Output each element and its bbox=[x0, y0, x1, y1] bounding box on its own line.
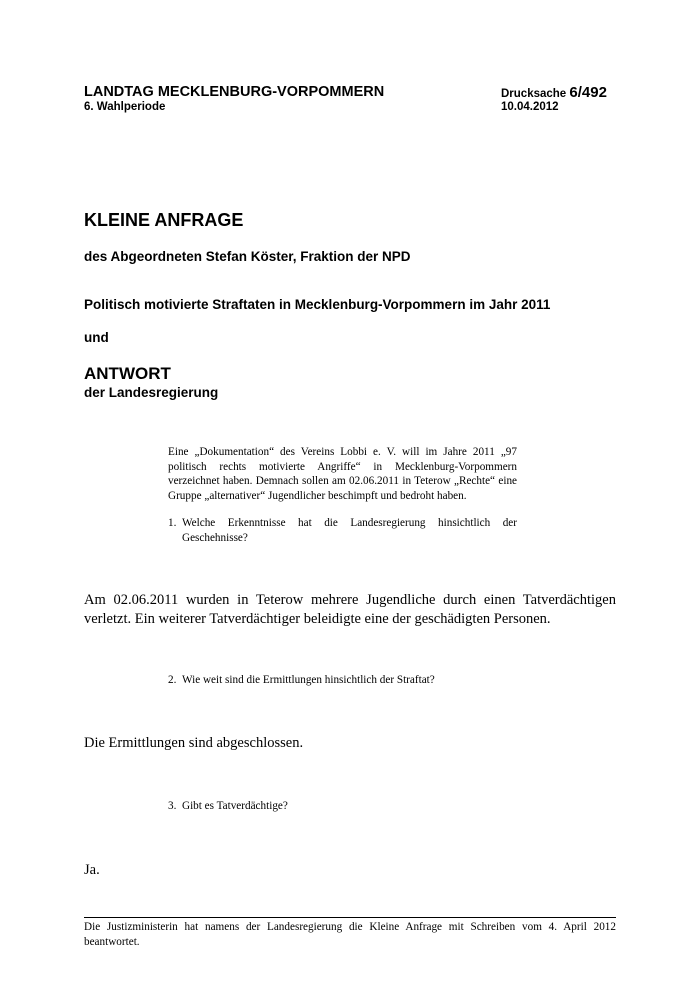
question-1 bbox=[168, 516, 517, 545]
question-number: 1. bbox=[168, 517, 177, 529]
inquiry-subject: Politisch motivierte Straftaten in Mecklenburg-Vorpommern im Jahr 2011 bbox=[84, 297, 551, 312]
document-title: KLEINE ANFRAGE bbox=[84, 210, 244, 230]
document-number bbox=[501, 84, 607, 101]
answer-subheading: der Landesregierung bbox=[84, 385, 219, 400]
legislative-period: 6. Wahlperiode bbox=[84, 101, 166, 113]
question-number: 2. bbox=[168, 674, 177, 686]
document-number-value: 6/492 bbox=[569, 84, 607, 101]
answer-1: Am 02.06.2011 wurden in Teterow mehrere Jugendliche durch einen Tatverdächtigen verletzt. Ein weiterer Tatverdächtiger beleidigte eine der geschädigten Personen. bbox=[84, 592, 616, 627]
question-text: Wie weit sind die Ermittlungen hinsichtlich der Straftat? bbox=[181, 674, 435, 686]
question-text: Gibt es Tatverdächtige? bbox=[181, 800, 288, 812]
document-label: Drucksache bbox=[501, 88, 567, 100]
parliament-name: LANDTAG MECKLENBURG-VORPOMMERN bbox=[84, 84, 385, 100]
inquiry-preamble: Eine „Dokumentation“ des Vereins Lobbi e. V. will im Jahre 2011 „97 politisch rechts motivierte Angriffe“ in Mecklenburg-Vorpommern verzeichnet haben. Demnach sollen am 02.06.2011 in Teterow „Rechte“ eine Gruppe „alternativer“ Jugendlicher beschimpft und bedroht haben. bbox=[168, 446, 517, 502]
question-2 bbox=[168, 674, 435, 686]
answer-2: Die Ermittlungen sind abgeschlossen. bbox=[84, 735, 304, 751]
answer-heading: ANTWORT bbox=[84, 364, 171, 383]
footnote-divider bbox=[84, 917, 616, 918]
connector-text: und bbox=[84, 330, 109, 345]
answer-3: Ja. bbox=[84, 862, 100, 878]
question-text: Welche Erkenntnisse hat die Landesregierung hinsichtlich der Geschehnisse? bbox=[182, 517, 517, 544]
document-date: 10.04.2012 bbox=[501, 101, 559, 113]
inquiry-author: des Abgeordneten Stefan Köster, Fraktion der NPD bbox=[84, 249, 411, 264]
question-3 bbox=[168, 800, 288, 812]
footnote: Die Justizministerin hat namens der Landesregierung die Kleine Anfrage mit Schreiben vom 4. April 2012 beantwortet. bbox=[84, 921, 616, 948]
question-number: 3. bbox=[168, 800, 177, 812]
